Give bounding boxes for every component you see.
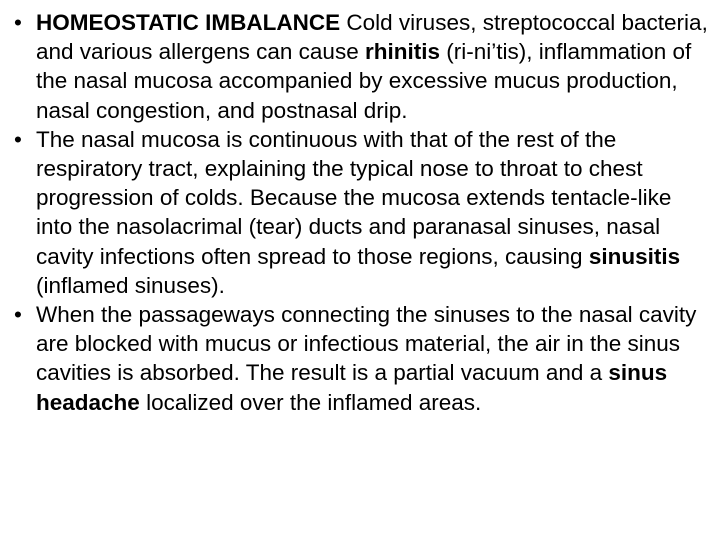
- bullet-1-segment-4: (ri-ni’tis), inflammation of the nasal mucosa accompanied by excessive mucus production, nasal congestion, and postnasal drip.: [36, 39, 692, 123]
- bullet-3-term-sinus-headache: sinus headache: [36, 360, 668, 415]
- bullet-list: [10, 8, 710, 417]
- bullet-item-homeostatic-imbalance: [10, 8, 710, 125]
- bullet-item-nasal-mucosa: [10, 125, 710, 300]
- bullet-2-term-sinusitis: sinusitis: [588, 243, 681, 269]
- bullet-3-segment-3: localized over the inflamed areas.: [139, 389, 482, 415]
- bullet-dot-icon: •: [14, 302, 22, 328]
- bullet-3-segment-1: When the passageways connecting the sinuses to the nasal cavity are blocked with mucus or infectious material, the air in the sinus cavities is absorbed. The result is a partial vacuum and a: [36, 302, 697, 386]
- bullet-1-term-rhinitis: rhinitis: [364, 39, 440, 65]
- bullet-2-segment-1: The nasal mucosa is continuous with that of the rest of the respiratory tract, explaining the typical nose to throat to chest progression of colds. Because the mucosa extends tentacle-like into the nasolacrimal (tear) ducts and paranasal sinuses, nasal cavity infections often spread to those regions, causing: [36, 126, 672, 269]
- bullet-1-segment-2: Cold viruses, streptococcal bacteria, and various allergens can cause: [36, 10, 708, 65]
- bullet-dot-icon: •: [14, 10, 22, 35]
- bullet-item-sinus-headache: [10, 300, 710, 417]
- bullet-1-segment-1: HOMEOSTATIC IMBALANCE: [36, 10, 341, 35]
- bullet-2-segment-3: (inflamed sinuses).: [36, 272, 225, 298]
- bullet-dot-icon: •: [14, 126, 22, 152]
